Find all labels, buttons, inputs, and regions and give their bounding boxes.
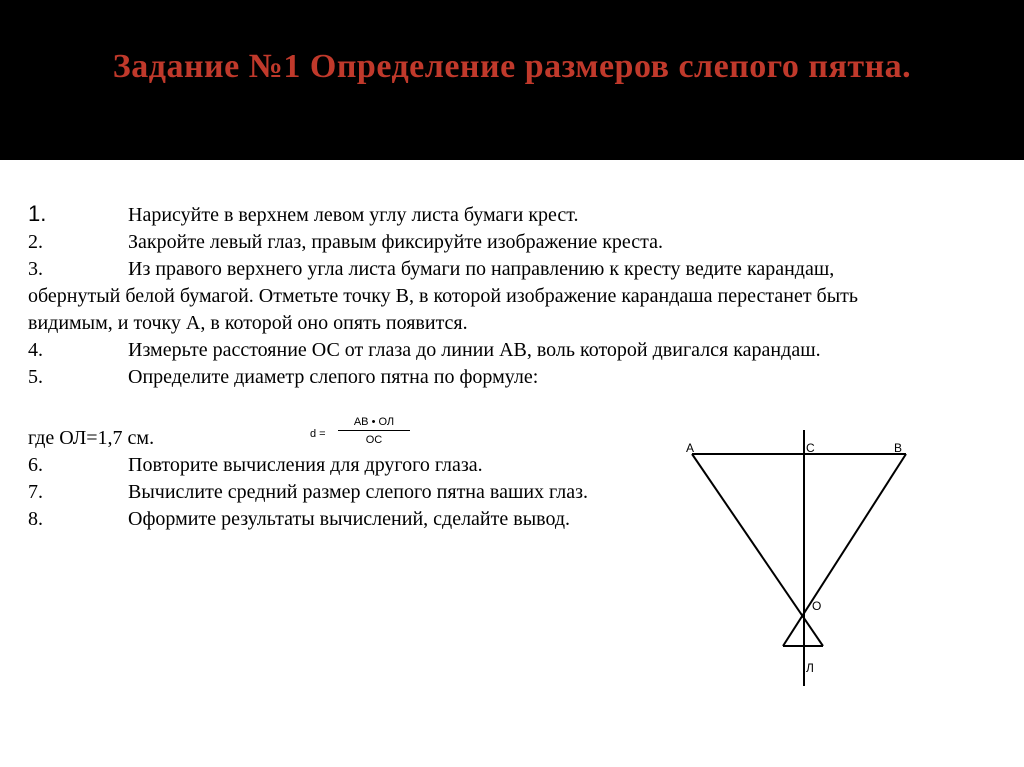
ray-b [783, 454, 906, 646]
step-text: Оформите результаты вычислений, сделайте вывод. [128, 508, 571, 530]
step-text: Закройте левый глаз, правым фиксируйте изображение креста. [128, 231, 664, 253]
step-number: 5. [28, 366, 43, 388]
label-b: В [894, 441, 903, 455]
step-2 [28, 229, 888, 256]
fraction-bar [338, 430, 410, 431]
title-band [0, 0, 1024, 160]
formula-spacer [28, 391, 888, 425]
blind-spot-diagram [680, 430, 920, 690]
label-c: С [806, 441, 815, 455]
step-number: 1. [28, 201, 47, 226]
formula-numerator: АВ • ОЛ [353, 416, 395, 428]
formula-denominator: ОС [365, 434, 383, 446]
label-o: О [812, 599, 822, 613]
formula-fraction [338, 416, 410, 446]
step-text-continued: карандаш, обернутый белой бумагой. Отметьте точку В, в которой изображение карандаша перестанет быть видимым, и точку А, в которой оно опять появится. [28, 258, 859, 334]
step-text: Определите диаметр слепого пятна по формуле: [128, 366, 539, 388]
slide-title: Задание №1 Определение размеров слепого пятна. [112, 48, 912, 85]
label-a: А [686, 441, 695, 455]
step-3 [28, 256, 888, 337]
step-number: 8. [28, 508, 43, 530]
step-number: 4. [28, 339, 43, 361]
label-l: Л [806, 661, 814, 675]
step-4 [28, 337, 888, 364]
given-value: где ОЛ=1,7 см. [28, 427, 155, 449]
step-number: 6. [28, 454, 43, 476]
formula-lhs: d = [310, 428, 326, 440]
step-text-continued: карандаш. [733, 339, 821, 361]
step-1 [28, 200, 888, 229]
step-text: Измерьте расстояние ОС от глаза до линии АВ, воль которой двигался [128, 339, 729, 361]
slide-content [0, 160, 1024, 767]
step-number: 7. [28, 481, 43, 503]
step-text: Вычислите средний размер слепого пятна ваших глаз. [128, 481, 588, 503]
step-text: Нарисуйте в верхнем левом углу листа бумаги крест. [128, 204, 579, 226]
step-5 [28, 364, 888, 391]
step-text: Из правого верхнего угла листа бумаги по направлению к кресту ведите [128, 258, 742, 280]
step-number: 3. [28, 258, 43, 280]
step-number: 2. [28, 231, 43, 253]
step-text: Повторите вычисления для другого глаза. [128, 454, 483, 476]
